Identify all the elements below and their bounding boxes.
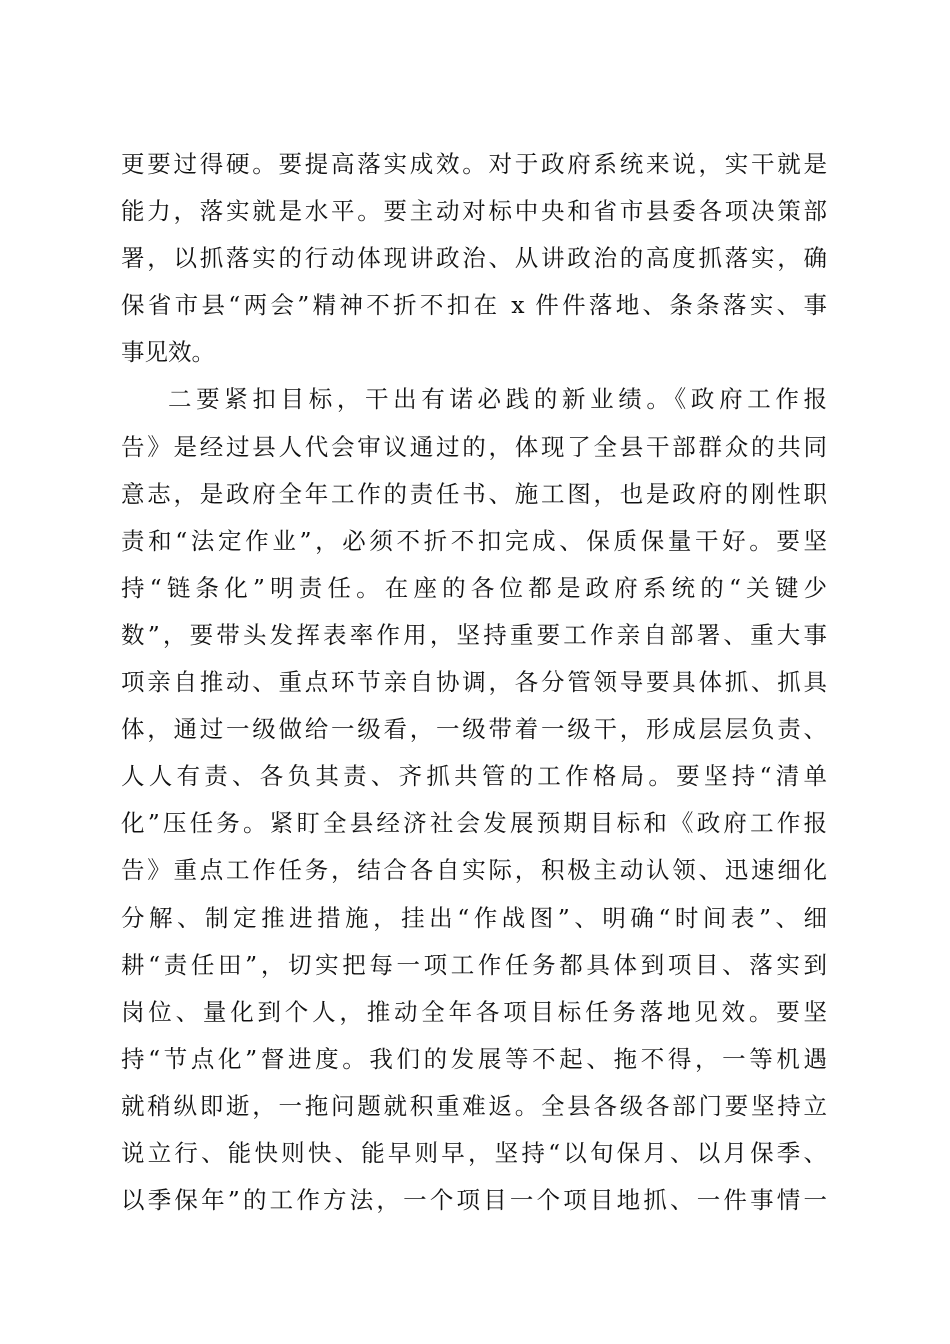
text-line-9: 责和“法定作业”，必须不折不扣完成、保质保量干好。要坚 [121,526,827,555]
document-body [121,141,827,1224]
text-line-16: 告》重点工作任务，结合各自实际，积极主动认领、迅速细化 [121,856,827,885]
text-line-20: 持“节点化”督进度。我们的发展等不起、拖不得，一等机遇 [121,1044,827,1073]
text-line-11: 数”，要带头发挥表率作用，坚持重要工作亲自部署、重大事 [121,620,827,649]
text-line-22: 说立行、能快则快、能早则早，坚持“以旬保月、以月保季、 [121,1138,827,1167]
text-line-18: 耕“责任田”，切实把每一项工作任务都具体到项目、落实到 [121,950,827,979]
text-line-1: 更要过得硬。要提高落实成效。对于政府系统来说，实干就是 [121,150,827,178]
text-line-3: 署，以抓落实的行动体现讲政治、从讲政治的高度抓落实，确 [121,244,827,273]
text-line-14: 人人有责、各负其责、齐抓共管的工作格局。要坚持“清单 [121,762,827,791]
text-line-7: 告》是经过县人代会审议通过的，体现了全县干部群众的共同 [121,432,827,461]
text-line-10: 持“链条化”明责任。在座的各位都是政府系统的“关键少 [121,573,827,602]
text-line-13: 体，通过一级做给一级看，一级带着一级干，形成层层负责、 [121,715,827,744]
text-line-21: 就稍纵即逝，一拖问题就积重难返。全县各级各部门要坚持立 [121,1091,827,1120]
text-line-17: 分解、制定推进措施，挂出“作战图”、明确“时间表”、细 [121,903,827,932]
text-line-19: 岗位、量化到个人，推动全年各项目标任务落地见效。要坚 [121,997,827,1026]
text-line-2: 能力，落实就是水平。要主动对标中央和省市县委各项决策部 [121,197,827,226]
text-line-23: 以季保年”的工作方法，一个项目一个项目地抓、一件事情一 [121,1186,827,1215]
text-line-4: 保省市县“两会”精神不折不扣在 x 件件落地、条条落实、事 [121,291,827,320]
text-line-8: 意志，是政府全年工作的责任书、施工图，也是政府的刚性职 [121,479,827,508]
text-line-15: 化”压任务。紧盯全县经济社会发展预期目标和《政府工作报 [121,809,827,838]
text-line-5: 事见效。 [121,338,215,367]
text-line-12: 项亲自推动、重点环节亲自协调，各分管领导要具体抓、抓具 [121,668,827,697]
text-line-6: 二要紧扣目标，干出有诺必践的新业绩。《政府工作报 [168,385,827,414]
